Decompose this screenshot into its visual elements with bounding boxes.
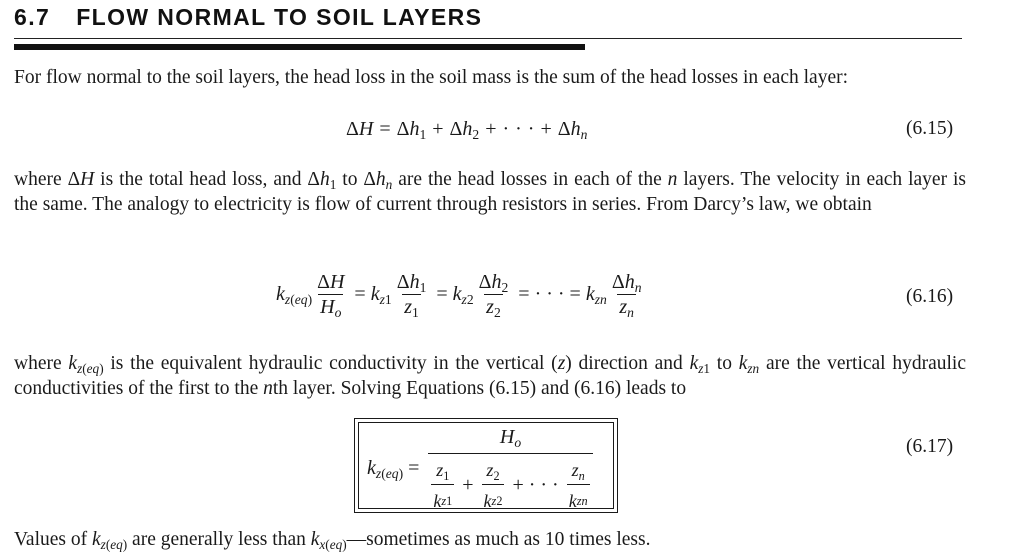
equation-6-17: $k_{z(eq)}$ = $H_o$ $z_1$ k z1 + $z_2$ k z2 + · · · $z_n$ k zn (367, 425, 593, 511)
section-heading (14, 4, 482, 31)
paragraph-equivalent-conductivity: where $k_{z(eq)}$ is the equivalent hydraulic conductivity in the vertical (z) direction and $k_{z1}$ to $k_{zn}$ are the vertical hydraulic conductivities of the first to the nth layer. Solving Equations (6.15) and (6.16) leads to (14, 353, 967, 399)
equation-6-17-box (354, 418, 618, 513)
equation-6-16: $k_{z(eq)}$ $\frac{\Delta H}{H_o}$ = $k_{z1}$ $\frac{\Delta h_1}{z_1}$ = $k_{z2}$ $\frac{\Delta h_2}{z_2}$ = · · · = $k_{zn}$ $\frac{\Delta h_n}{z_n}$ (276, 271, 642, 320)
equation-number-6-17: (6.17) (906, 436, 954, 457)
equation-number-6-16: (6.16) (906, 286, 954, 307)
heading-rule-thick (14, 44, 585, 50)
paragraph-intro: For flow normal to the soil layers, the head loss in the soil mass is the sum of the head losses in each layer: (14, 67, 849, 88)
paragraph-head-loss: where ΔH is the total head loss, and $\Delta h_1$ to $\Delta h_n$ are the head losses in each of the n layers. The velocity in each layer is the same. The analogy to electricity is flow of current through resistors in series. From Darcy’s law, we obtain (14, 169, 966, 215)
section-title: FLOW NORMAL TO SOIL LAYERS (76, 4, 483, 30)
equation-number-6-15: (6.15) (906, 118, 954, 139)
paragraph-conclusion: Values of $k_{z(eq)}$ are generally less than $k_{x(eq)}—sometimes$ as much as 10 times less. (14, 529, 651, 552)
equation-6-15: $\Delta H = \Delta h_1 + \Delta h_2$ + · · · + $\Delta h_n$ (346, 118, 588, 142)
section-number: 6.7 (14, 4, 51, 30)
heading-rule-thin (14, 38, 962, 39)
